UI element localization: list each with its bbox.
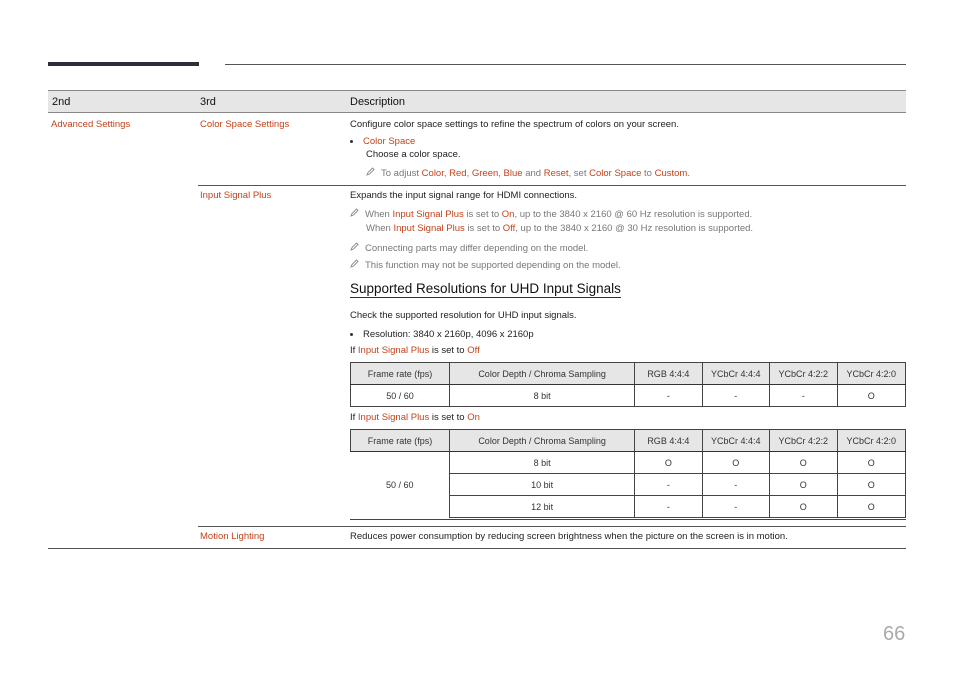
note-green: Green: [471, 168, 499, 179]
color-space-settings-desc: Configure color space settings to refine the spectrum of colors on your screen.: [350, 119, 679, 130]
color-space-note: [366, 167, 690, 179]
if-on: On: [467, 412, 480, 423]
cell: -: [702, 474, 769, 496]
if-off: Off: [467, 345, 480, 356]
color-space-settings-label: Color Space Settings: [200, 119, 290, 130]
if-isp: Input Signal Plus: [357, 412, 430, 423]
pencil-note-icon: [350, 208, 359, 217]
cell: 10 bit: [450, 474, 635, 496]
page-number: 66: [883, 623, 906, 645]
cell: -: [635, 496, 702, 518]
note-custom: Custom: [654, 168, 688, 179]
note-to: to: [641, 168, 655, 179]
table-bottom-border: [48, 548, 906, 549]
cell: 8 bit: [450, 452, 635, 474]
note-set: , set: [568, 168, 590, 179]
note-period: .: [687, 168, 690, 179]
table-bottom-rule: [350, 519, 906, 520]
isp-note-1b: [366, 223, 753, 234]
table-row: [351, 385, 906, 407]
col-frame-rate: Frame rate (fps): [351, 430, 450, 452]
note-sep: ,: [466, 168, 472, 179]
color-space-bullet-desc: Choose a color space.: [366, 149, 461, 160]
cell: -: [770, 385, 837, 407]
col-color-depth: Color Depth / Chroma Sampling: [450, 363, 635, 385]
note-sep: ,: [443, 168, 450, 179]
advanced-settings-label: Advanced Settings: [51, 119, 131, 130]
note-prefix: To adjust: [381, 168, 422, 179]
cell: O: [837, 474, 906, 496]
note-isp: Input Signal Plus: [393, 223, 465, 234]
cell: O: [702, 452, 769, 474]
col-ycbcr420: YCbCr 4:2:0: [837, 363, 906, 385]
if-text: If: [350, 412, 358, 423]
motion-lighting-label: Motion Lighting: [200, 531, 265, 542]
table-row: [351, 452, 906, 474]
note-and: and: [522, 168, 544, 179]
note-blue: Blue: [503, 168, 523, 179]
bullet-dot: [350, 140, 353, 143]
row-divider: [198, 526, 906, 527]
table-header: [48, 90, 906, 113]
header-description: Description: [350, 96, 406, 108]
cell: -: [635, 474, 702, 496]
col-color-depth: Color Depth / Chroma Sampling: [450, 430, 635, 452]
uhd-resolution: [350, 329, 534, 340]
col-rgb444: RGB 4:4:4: [635, 430, 702, 452]
if-text: If: [350, 345, 358, 356]
col-ycbcr422: YCbCr 4:2:2: [770, 363, 837, 385]
pencil-note-icon: [366, 167, 375, 176]
col-rgb444: RGB 4:4:4: [635, 363, 702, 385]
note-color: Color: [421, 168, 444, 179]
cell: 8 bit: [450, 385, 635, 407]
note-text: This function may not be supported depending on the model.: [365, 260, 621, 271]
cell: O: [770, 452, 837, 474]
header-2nd: 2nd: [52, 96, 71, 108]
isp-note-2: [350, 242, 588, 254]
isp-note-3: [350, 259, 621, 271]
pencil-note-icon: [350, 259, 359, 268]
cell: 50 / 60: [351, 385, 450, 407]
uhd-section-title: Supported Resolutions for UHD Input Signals: [350, 281, 621, 296]
col-ycbcr420: YCbCr 4:2:0: [837, 430, 906, 452]
input-signal-plus-desc: Expands the input signal range for HDMI connections.: [350, 190, 578, 201]
cell: 12 bit: [450, 496, 635, 518]
note-red: Red: [449, 168, 467, 179]
if-text: is set to: [429, 345, 468, 356]
if-isp: Input Signal Plus: [357, 345, 430, 356]
top-rule: [225, 64, 906, 65]
note-text: , up to the 3840 x 2160 @ 60 Hz resolution is supported.: [514, 209, 753, 220]
note-text: is set to: [463, 209, 502, 220]
row-divider: [198, 185, 906, 186]
note-reset: Reset: [543, 168, 569, 179]
note-text: , up to the 3840 x 2160 @ 30 Hz resolution is supported.: [515, 223, 754, 234]
cell: -: [635, 385, 702, 407]
cell: O: [837, 385, 906, 407]
motion-lighting-desc: Reduces power consumption by reducing screen brightness when the picture on the screen is in motion.: [350, 531, 788, 542]
bullet-dot: [350, 333, 353, 336]
isp-note-1a: [350, 208, 752, 220]
uhd-table-off: [350, 362, 906, 407]
cell: O: [837, 496, 906, 518]
col-ycbcr444: YCbCr 4:4:4: [702, 363, 769, 385]
if-text: is set to: [429, 412, 468, 423]
if-off-line: [350, 345, 480, 356]
color-space-bullet-label: Color Space: [363, 136, 416, 147]
uhd-table-on: [350, 429, 906, 518]
cell: O: [837, 452, 906, 474]
if-on-line: [350, 412, 480, 423]
top-accent-bar: [48, 62, 199, 66]
cell: O: [770, 496, 837, 518]
uhd-check-text: Check the supported resolution for UHD input signals.: [350, 310, 577, 321]
header-3rd: 3rd: [200, 96, 216, 108]
note-text: When: [366, 223, 394, 234]
note-sep: ,: [498, 168, 504, 179]
table-header-row: [351, 363, 906, 385]
cell: -: [702, 496, 769, 518]
cell: O: [635, 452, 702, 474]
color-space-bullet: [350, 136, 415, 147]
input-signal-plus-label: Input Signal Plus: [200, 190, 272, 201]
note-text: When: [365, 209, 393, 220]
note-on: On: [501, 209, 515, 220]
table-header-row: [351, 430, 906, 452]
note-color-space: Color Space: [589, 168, 642, 179]
col-ycbcr444: YCbCr 4:4:4: [702, 430, 769, 452]
col-frame-rate: Frame rate (fps): [351, 363, 450, 385]
cell: O: [770, 474, 837, 496]
frame-rate-cell: 50 / 60: [351, 452, 450, 518]
cell: -: [702, 385, 769, 407]
note-isp: Input Signal Plus: [392, 209, 464, 220]
note-text: is set to: [464, 223, 503, 234]
pencil-note-icon: [350, 242, 359, 251]
uhd-resolution-text: Resolution: 3840 x 2160p, 4096 x 2160p: [363, 329, 534, 340]
note-off: Off: [502, 223, 516, 234]
note-text: Connecting parts may differ depending on the model.: [365, 243, 589, 254]
col-ycbcr422: YCbCr 4:2:2: [770, 430, 837, 452]
